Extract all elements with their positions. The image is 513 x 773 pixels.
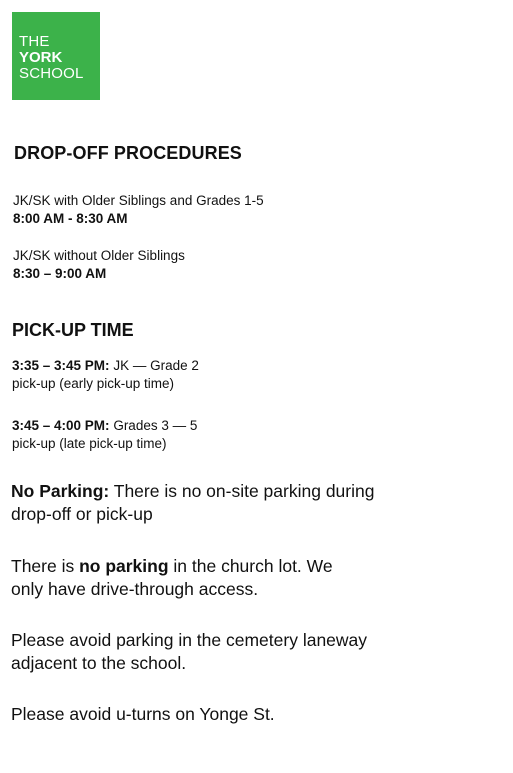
pickup-slot1-grades: JK — Grade 2 — [113, 358, 199, 373]
dropoff-heading: DROP-OFF PROCEDURES — [14, 143, 242, 163]
parking-notice-1-line2: drop-off or pick-up — [11, 504, 153, 524]
parking-notice-1-bold: No Parking: — [11, 481, 110, 501]
dropoff-slot2-time: 8:30 – 9:00 AM — [13, 266, 107, 281]
parking-notice-3-line2: adjacent to the school. — [11, 653, 187, 673]
pickup-slot2-note: pick-up (late pick-up time) — [12, 436, 167, 451]
parking-notice-2-post: in the church lot. We — [168, 556, 333, 576]
parking-notice-1 — [11, 480, 374, 502]
dropoff-slot1-time: 8:00 AM - 8:30 AM — [13, 211, 128, 226]
dropoff-slot1-label: JK/SK with Older Siblings and Grades 1-5 — [13, 193, 264, 208]
pickup-slot2-time: 3:45 – 4:00 PM: — [12, 418, 110, 433]
parking-notice-2-line2: only have drive-through access. — [11, 579, 259, 599]
pickup-slot1 — [12, 358, 199, 373]
dropoff-slot2-label: JK/SK without Older Siblings — [13, 248, 185, 263]
school-logo — [12, 12, 100, 100]
parking-notice-4: Please avoid u-turns on Yonge St. — [11, 704, 275, 724]
pickup-slot2-grades: Grades 3 — 5 — [113, 418, 198, 433]
parking-notice-2-bold: no parking — [79, 556, 169, 576]
parking-notice-2-pre: There is — [11, 556, 80, 576]
pickup-slot1-note: pick-up (early pick-up time) — [12, 376, 175, 391]
pickup-heading: PICK-UP TIME — [12, 320, 134, 340]
logo-line-school: SCHOOL — [19, 65, 84, 82]
logo-line-the: THE — [19, 33, 50, 50]
logo-line-york: YORK — [19, 49, 63, 66]
pickup-slot2 — [12, 418, 197, 433]
parking-notice-1-text: There is no on-site parking during — [109, 481, 375, 501]
parking-notice-2 — [11, 555, 333, 577]
parking-notice-3: Please avoid parking in the cemetery laneway — [11, 630, 368, 650]
pickup-slot1-time: 3:35 – 3:45 PM: — [12, 358, 110, 373]
